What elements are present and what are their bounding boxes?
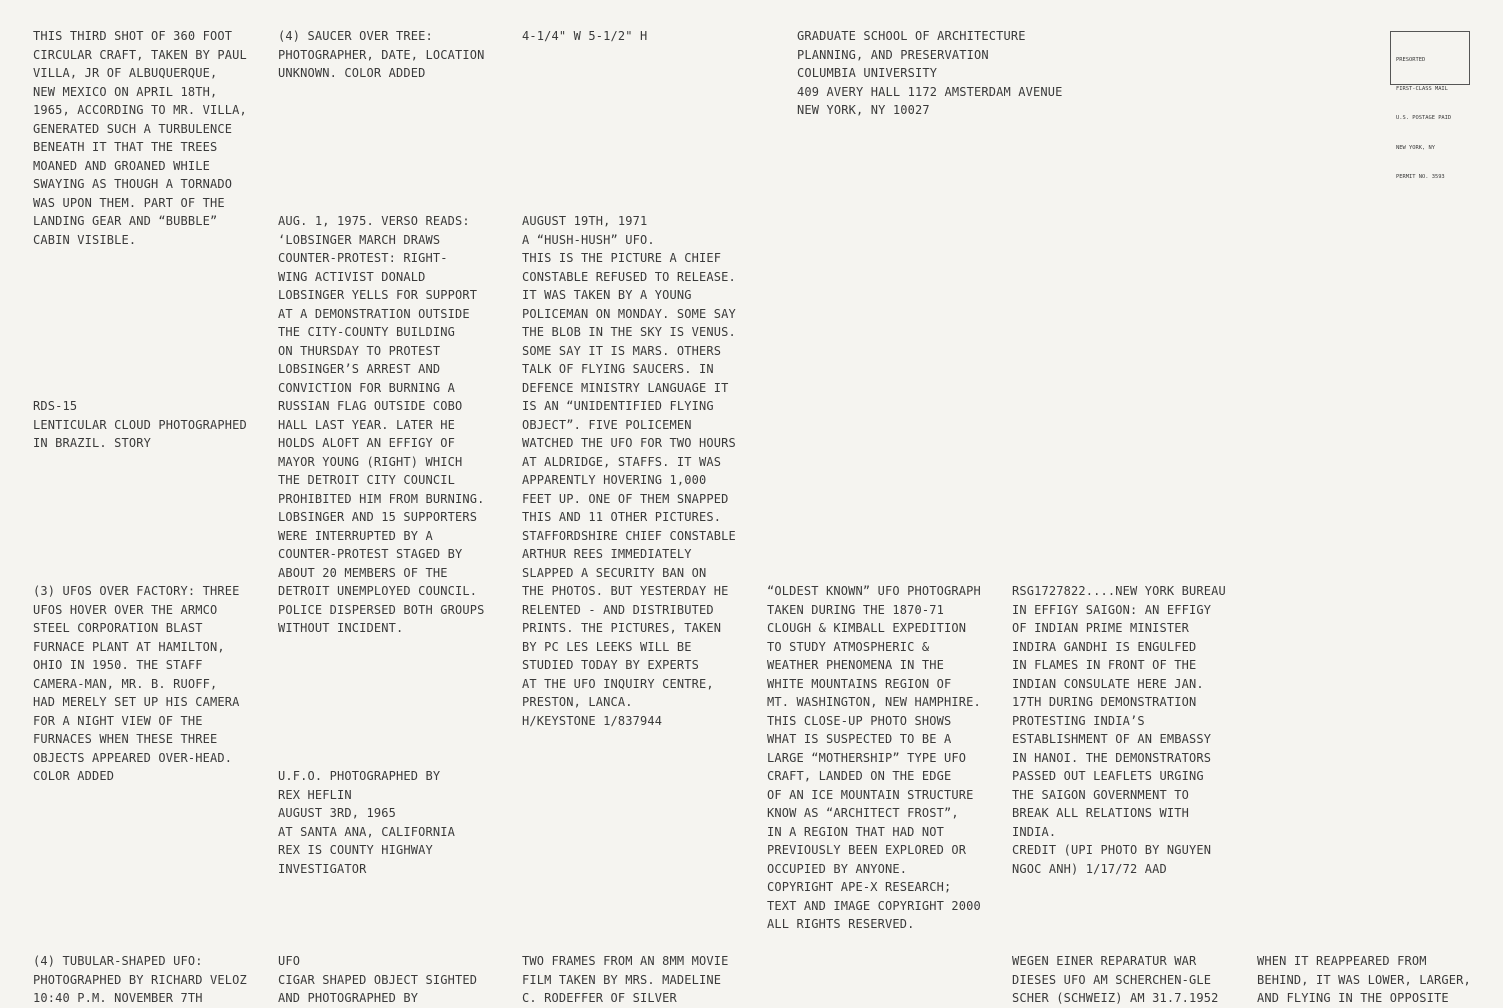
return-address: GRADUATE SCHOOL OF ARCHITECTURE PLANNING, AND PRESERVATION COLUMBIA UNIVERSITY 409 AVERY HALL 1172 AMSTERDAM AVENUE NEW YORK, NY 10027 [797,29,1063,117]
caption-hush-hush: AUGUST 19TH, 1971 A “HUSH-HUSH” UFO. THIS IS THE PICTURE A CHIEF CONSTABLE REFUSED TO RELEASE. IT WAS TAKEN BY A YOUNG POLICEMAN ON MONDAY. SOME SAY THE BLOB IN THE SKY IS VENUS. SOME SAY IT IS MARS. OTHERS TALK OF FLYING SAUCERS. IN DEFENCE MINISTRY LANGUAGE IT IS AN “UNIDENTIFIED FLYING OBJECT”. FIVE POLICEMEN WATCHED THE UFO FOR TWO HOURS AT ALDRIDGE, STAFFS. IT WAS APPARENTLY HOVERING 1,000 FEET UP. ONE OF THEM SNAPPED THIS AND 11 OTHER PICTURES. STAFFORDSHIRE CHIEF CONSTABLE ARTHUR REES IMMEDIATELY SLAPPED A SECURITY BAN ON THE PHOTOS. BUT YESTERDAY HE RELENTED - AND DISTRIBUTED PRINTS. THE PICTURES, TAKEN BY PC LES LEEKS WILL BE STUDIED TODAY BY EXPERTS AT THE UFO INQUIRY CENTRE, PRESTON, LANCA. H/KEYSTONE 1/837944 [522,214,736,728]
caption-saigon: RSG1727822....NEW YORK BUREAU IN EFFIGY SAIGON: AN EFFIGY OF INDIAN PRIME MINISTER INDIRA GANDHI IS ENGULFED IN FLAMES IN FRONT OF THE INDIAN CONSULATE HERE JAN. 17TH DURING DEMONSTRATION PROTESTING INDIA’S ESTABLISHMENT OF AN EMBASSY IN HANOI. THE DEMONSTRATORS PASSED OUT LEAFLETS URGING THE SAIGON GOVERNMENT TO BREAK ALL RELATIONS WITH INDIA. CREDIT (UPI PHOTO BY NGUYEN NGOC ANH) 1/17/72 AAD [1012,584,1226,876]
caption-third-shot: THIS THIRD SHOT OF 360 FOOT CIRCULAR CRAFT, TAKEN BY PAUL VILLA, JR OF ALBUQUERQUE, NEW MEXICO ON APRIL 18TH, 1965, ACCORDING TO MR. VILLA, GENERATED SUCH A TURBULENCE BENEATH IT THAT THE TREES MOANED AND GROANED WHILE SWAYING AS THOUGH A TORNADO WAS UPON THEM. PART OF THE LANDING GEAR AND “BUBBLE” CABIN VISIBLE. [33,29,247,247]
caption-dimensions: 4-1/4" W 5-1/2" H [522,29,648,43]
caption-heflin: U.F.O. PHOTOGRAPHED BY REX HEFLIN AUGUST 3RD, 1965 AT SANTA ANA, CALIFORNIA REX IS COUNTY HIGHWAY INVESTIGATOR [278,769,455,876]
caption-reappeared: WHEN IT REAPPEARED FROM BEHIND, IT WAS LOWER, LARGER, AND FLYING IN THE OPPOSITE [1257,954,1471,1005]
caption-lobsinger: AUG. 1, 1975. VERSO READS: ‘LOBSINGER MARCH DRAWS COUNTER-PROTEST: RIGHT- WING ACTIVIST DONALD LOBSINGER YELLS FOR SUPPORT AT A DEMONSTRATION OUTSIDE THE CITY-COUNTY BUILDING ON THURSDAY TO PROTEST LOBSINGER’S ARREST AND CONVICTION FOR BURNING A RUSSIAN FLAG OUTSIDE COBO HALL LAST YEAR. LATER HE HOLDS ALOFT AN EFFIGY OF MAYOR YOUNG (RIGHT) WHICH THE DETROIT CITY COUNCIL PROHIBITED HIM FROM BURNING. LOBSINGER AND 15 SUPPORTERS WERE INTERRUPTED BY A COUNTER-PROTEST STAGED BY ABOUT 20 MEMBERS OF THE DETROIT UNEMPLOYED COUNCIL. POLICE DISPERSED BOTH GROUPS WITHOUT INCIDENT. [278,214,485,635]
caption-wegen: WEGEN EINER REPARATUR WAR DIESES UFO AM SCHERCHEN-GLE SCHER (SCHWEIZ) AM 31.7.1952 [1012,954,1219,1005]
caption-rds15: RDS-15 LENTICULAR CLOUD PHOTOGRAPHED IN BRAZIL. STORY [33,399,247,450]
caption-oldest-known: “OLDEST KNOWN” UFO PHOTOGRAPH TAKEN DURING THE 1870-71 CLOUGH & KIMBALL EXPEDITION TO STUDY ATMOSPHERIC & WEATHER PHENOMENA IN THE WHITE MOUNTAINS REGION OF MT. WASHINGTON, NEW HAMPHIRE. THIS CLOSE-UP PHOTO SHOWS WHAT IS SUSPECTED TO BE A LARGE “MOTHERSHIP” TYPE UFO CRAFT, LANDED ON THE EDGE OF AN ICE MOUNTAIN STRUCTURE KNOW AS “ARCHITECT FROST”, IN A REGION THAT HAD NOT PREVIOUSLY BEEN EXPLORED OR OCCUPIED BY ANYONE. COPYRIGHT APE-X RESEARCH; TEXT AND IMAGE COPYRIGHT 2000 ALL RIGHTS RESERVED. [767,584,981,931]
caption-ufos-over-factory: (3) UFOS OVER FACTORY: THREE UFOS HOVER OVER THE ARMCO STEEL CORPORATION BLAST FURNACE PLANT AT HAMILTON, OHIO IN 1950. THE STAFF CAMERA-MAN, MR. B. RUOFF, HAD MERELY SET UP HIS CAMERA FOR A NIGHT VIEW OF THE FURNACES WHEN THESE THREE OBJECTS APPEARED OVER-HEAD. COLOR ADDED [33,584,240,783]
caption-tubular: (4) TUBULAR-SHAPED UFO: PHOTOGRAPHED BY RICHARD VELOZ 10:40 P.M. NOVEMBER 7TH [33,954,247,1005]
postage-line: NEW YORK, NY [1396,144,1435,151]
caption-saucer-over-tree: (4) SAUCER OVER TREE: PHOTOGRAPHER, DATE, LOCATION UNKNOWN. COLOR ADDED [278,29,485,80]
caption-cigar: UFO CIGAR SHAPED OBJECT SIGHTED AND PHOTOGRAPHED BY [278,954,478,1005]
caption-two-frames: TWO FRAMES FROM AN 8MM MOVIE FILM TAKEN BY MRS. MADELINE C. RODEFFER OF SILVER [522,954,729,1005]
postage-line: PERMIT NO. 3593 [1396,174,1445,181]
postage-line: FIRST-CLASS MAIL [1396,85,1448,92]
postage-line: PRESORTED [1396,56,1426,63]
postage-indicia [1390,31,1470,181]
postage-line: U.S. POSTAGE PAID [1396,115,1452,122]
